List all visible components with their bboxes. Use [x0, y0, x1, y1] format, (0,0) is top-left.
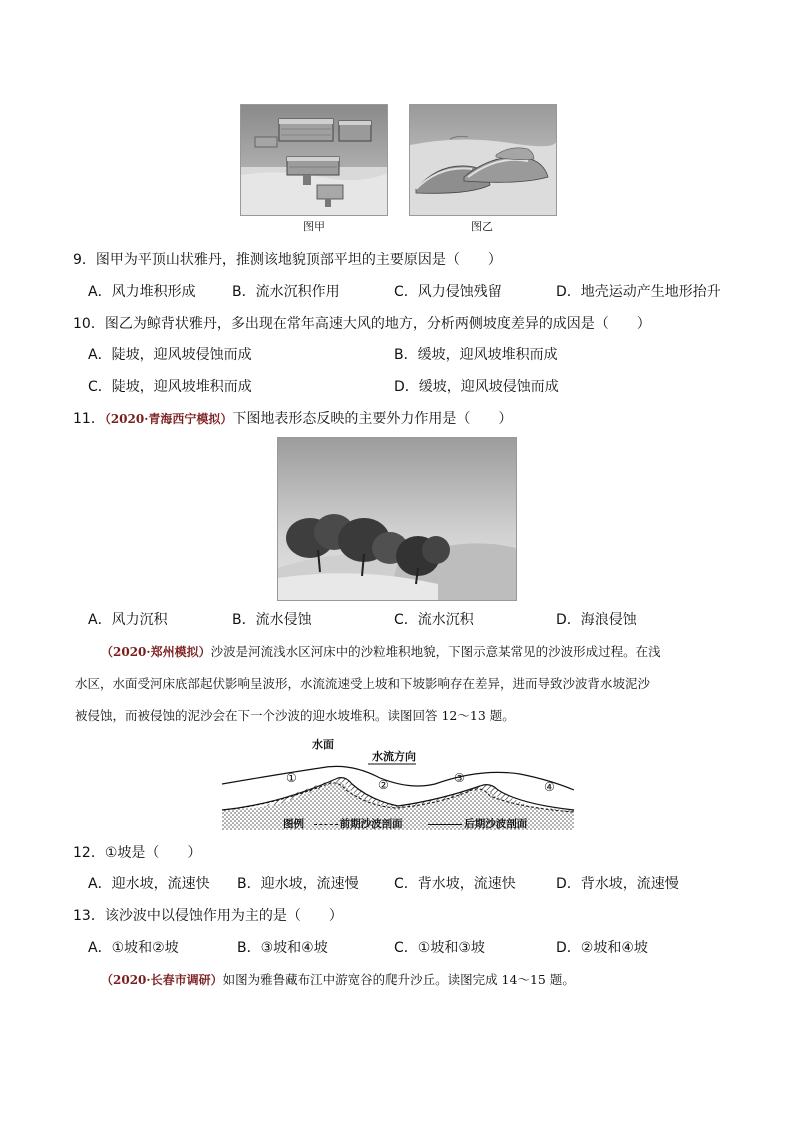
figure-yi-caption: 图乙: [471, 220, 493, 233]
whaleback-yardang-image: [410, 105, 556, 215]
q9-option-c[interactable]: C．风力侵蚀残留: [394, 284, 502, 300]
q11-option-b[interactable]: B．流水侵蚀: [232, 612, 312, 628]
question-11: [73, 409, 512, 429]
legend-prev-label: 前期沙波剖面: [339, 818, 403, 830]
water-surface-label: 水面: [312, 738, 334, 751]
q9-option-d[interactable]: D．地壳运动产生地形抬升: [556, 284, 721, 300]
q13-option-c[interactable]: C．①坡和③坡: [394, 940, 485, 956]
legend-solid-line: [428, 824, 462, 825]
passage-1-source: （2020·郑州模拟）: [101, 645, 211, 659]
passage-1-text-1: 沙波是河流浅水区河床中的沙粒堆积地貌，下图示意某常见的沙波形成过程。在浅: [210, 644, 661, 659]
question-10-stem: 10．图乙为鲸背状雅丹，多出现在常年高速大风的地方，分析两侧坡度差异的成因是（ ）: [73, 316, 651, 332]
question-11-number: 11．: [73, 411, 105, 427]
legend-title: 图例: [283, 818, 304, 830]
passage-1-line-2: 水区，水面受河床底部起伏影响呈波形，水流流速受上坡和下坡影响存在差异，进而导致沙波背水坡泥沙: [75, 676, 651, 691]
figure-jia-photo: [240, 104, 388, 216]
q12-option-d[interactable]: D．背水坡，流速慢: [556, 876, 679, 892]
q11-option-a[interactable]: A．风力沉积: [88, 612, 168, 628]
q10-option-b[interactable]: B．缓坡，迎风坡堆积而成: [394, 347, 558, 363]
passage-1-line-3: 被侵蚀，而被侵蚀的泥沙会在下一个沙波的迎水坡堆积。读图回答 12～13 题。: [75, 708, 515, 723]
passage-2: [101, 970, 575, 990]
q11-option-d[interactable]: D．海浪侵蚀: [556, 612, 637, 628]
question-9-stem: 9．图甲为平顶山状雅丹，推测该地貌顶部平坦的主要原因是（ ）: [73, 252, 502, 268]
passage-2-source: （2020·长春市调研）: [101, 973, 223, 987]
passage-1-line-1: [101, 642, 661, 662]
q10-option-c[interactable]: C．陡坡，迎风坡堆积而成: [88, 379, 252, 395]
q12-option-b[interactable]: B．迎水坡，流速慢: [237, 876, 359, 892]
q9-option-b[interactable]: B．流水沉积作用: [232, 284, 340, 300]
q12-option-a[interactable]: A．迎水坡，流速快: [88, 876, 210, 892]
question-13-stem: 13．该沙波中以侵蚀作用为主的是（ ）: [73, 908, 343, 924]
q12-option-c[interactable]: C．背水坡，流速快: [394, 876, 516, 892]
q10-option-d[interactable]: D．缓坡，迎风坡侵蚀而成: [394, 379, 559, 395]
desert-trees-image: [278, 438, 516, 600]
figure-yi-photo: [409, 104, 557, 216]
q13-option-d[interactable]: D．②坡和④坡: [556, 940, 648, 956]
q10-option-a[interactable]: A．陡坡，迎风坡侵蚀而成: [88, 347, 252, 363]
q13-option-b[interactable]: B．③坡和④坡: [237, 940, 328, 956]
question-12-stem: 12．①坡是（ ）: [73, 845, 202, 861]
passage-2-text: 如图为雅鲁藏布江中游宽谷的爬升沙丘。读图完成 14～15 题。: [222, 972, 575, 987]
slope-mark-1: ①: [286, 771, 297, 785]
mesa-yardang-image: [241, 105, 387, 215]
slope-mark-4: ④: [544, 780, 555, 794]
legend-dashed-line: [314, 824, 338, 825]
diagram-legend: [283, 816, 527, 831]
legend-later-label: 后期沙波剖面: [464, 818, 528, 830]
question-11-stem: 下图地表形态反映的主要外力作用是（ ）: [232, 411, 513, 427]
question-11-source: （2020·青海西宁模拟）: [104, 412, 233, 426]
figure-jia-caption: 图甲: [303, 220, 325, 233]
slope-mark-2: ②: [378, 778, 389, 792]
desert-trees-photo: [277, 437, 517, 601]
q9-option-a[interactable]: A．风力堆积形成: [88, 284, 196, 300]
q13-option-a[interactable]: A．①坡和②坡: [88, 940, 179, 956]
q11-option-c[interactable]: C．流水沉积: [394, 612, 474, 628]
slope-mark-3: ③: [454, 771, 465, 785]
flow-direction-label: 水流方向: [372, 750, 416, 763]
